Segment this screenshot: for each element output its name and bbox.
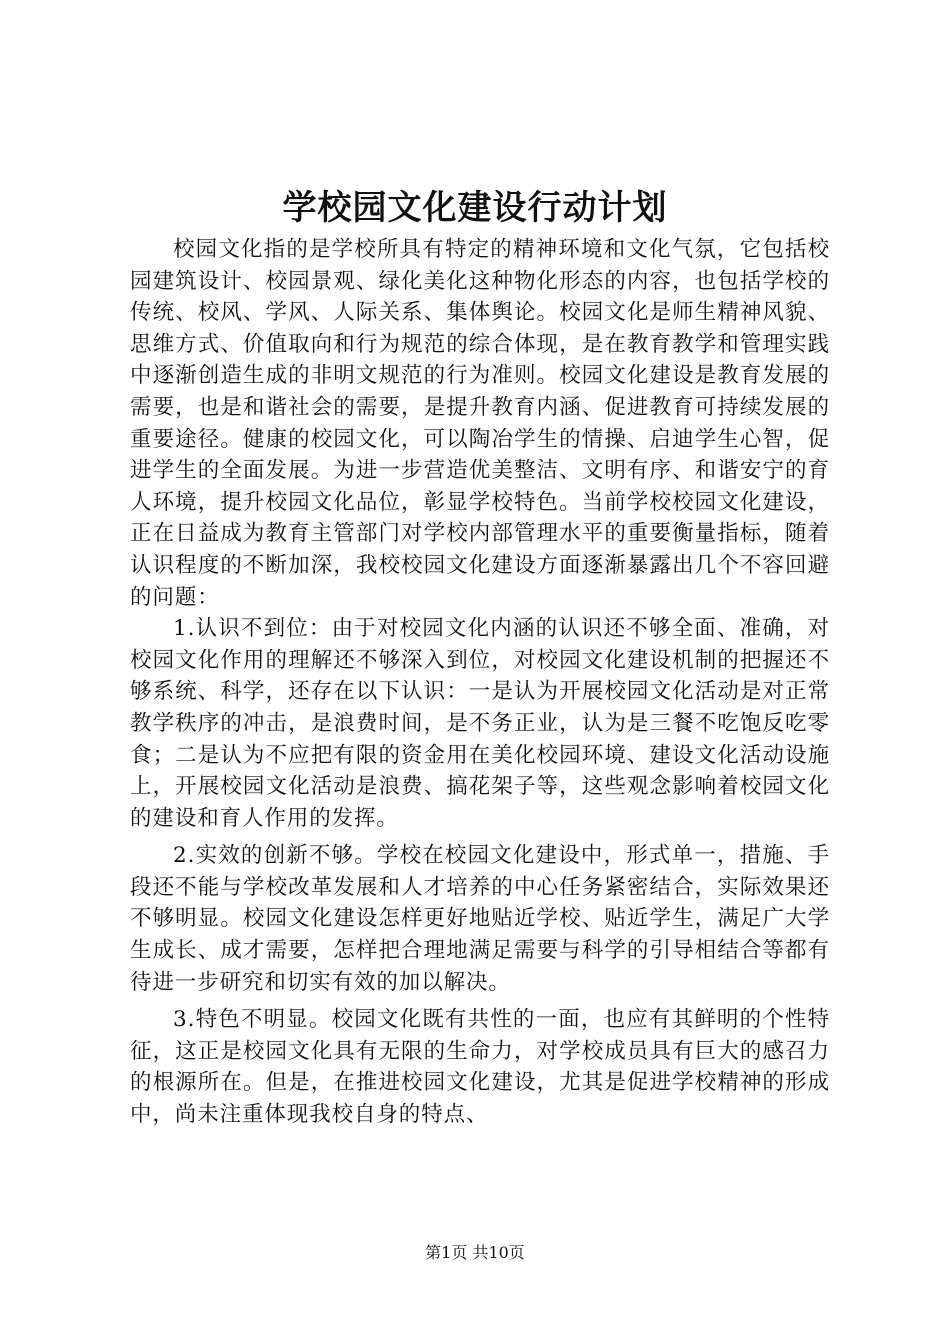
document-title: 学校园文化建设行动计划 xyxy=(282,188,668,228)
document-body xyxy=(130,234,830,1131)
page-number-footer: 第1页 共10页 xyxy=(425,1243,525,1262)
intro-paragraph: 校园文化指的是学校所具有特定的精神环境和文化气氛，它包括校园建筑设计、校园景观、绿化美化这种物化形态的内容，也包括学校的传统、校风、学风、人际关系、集体舆论。校园文化是师生精神风貌、思维方式、价值取向和行为规范的综合体现，是在教育教学和管理实践中逐渐创造生成的非明文规范的行为准则。校园文化建设是教育发展的需要，也是和谐社会的需要，是提升教育内涵、促进教育可持续发展的重要途径。健康的校园文化，可以陶冶学生的情操、启迪学生心智，促进学生的全面发展。为进一步营造优美整洁、文明有序、和谐安宁的育人环境，提升校园文化品位，彰显学校特色。当前学校校园文化建设，正在日益成为教育主管部门对学校内部管理水平的重要衡量指标，随着认识程度的不断加深，我校校园文化建设方面逐渐暴露出几个不容回避的问题： xyxy=(130,237,830,610)
point-3-paragraph: 3.特色不明显。校园文化既有共性的一面，也应有其鲜明的个性特征，这正是校园文化具有无限的生命力，对学校成员具有巨大的感召力的根源所在。但是，在推进校园文化建设，尤其是促进学校精神的形成中，尚未注重体现我校自身的特点、 xyxy=(130,1007,830,1128)
point-2-paragraph: 2.实效的创新不够。学校在校园文化建设中，形式单一，措施、手段还不能与学校改革发展和人才培养的中心任务紧密结合，实际效果还不够明显。校园文化建设怎样更好地贴近学校、贴近学生，满足广大学生成长、成才需要，怎样把合理地满足需要与科学的引导相结合等都有待进一步研究和切实有效的加以解决。 xyxy=(130,843,830,995)
point-1-paragraph: 1.认识不到位：由于对校园文化内涵的认识还不够全面、准确，对校园文化作用的理解还不够深入到位，对校园文化建设机制的把握还不够系统、科学，还存在以下认识：一是认为开展校园文化活动是对正常教学秩序的冲击，是浪费时间，是不务正业，认为是三餐不吃饱反吃零食；二是认为不应把有限的资金用在美化校园环境、建设文化活动设施上，开展校园文化活动是浪费、搞花架子等，这些观念影响着校园文化的建设和育人作用的发挥。 xyxy=(130,616,830,831)
